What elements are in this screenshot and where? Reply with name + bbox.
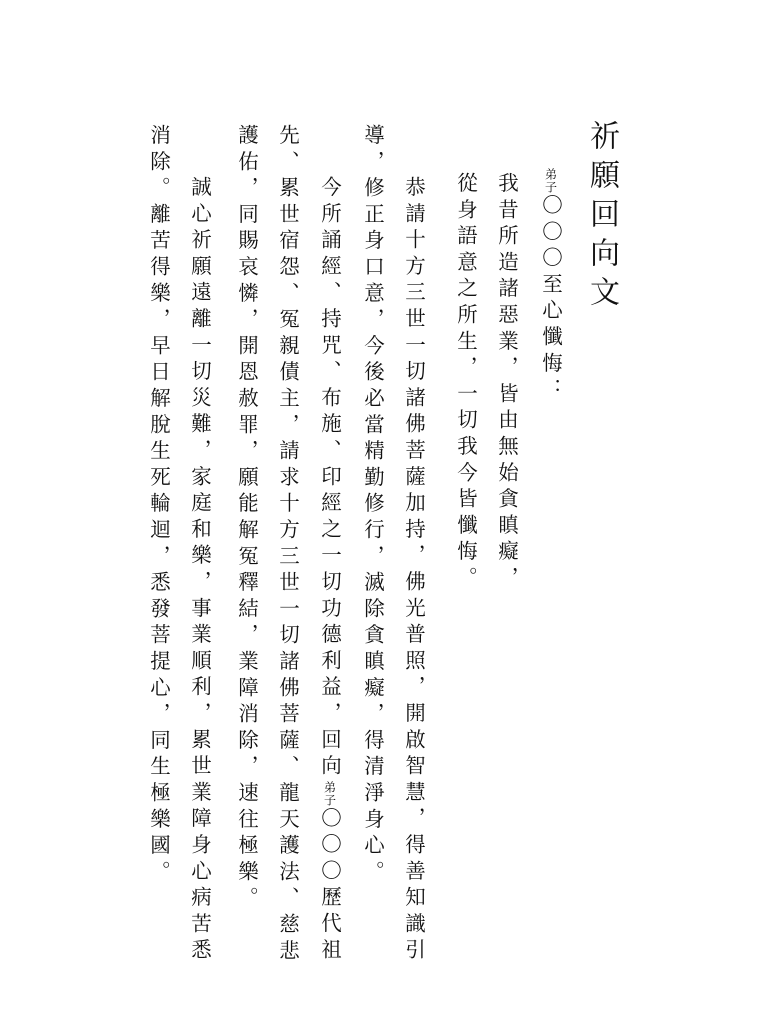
text-column-4 (403, 176, 424, 965)
column-text: 恭請十方三世一切諸佛菩薩加持，佛光普照，開啟智慧，得善知識引 (401, 176, 426, 965)
column-text: 今所誦經、持咒、布施、印經之一切功德利益，回向 (317, 176, 342, 781)
column-text: 我昔所造諸惡業，皆由無始貪瞋癡， (494, 172, 519, 593)
text-column-8 (236, 124, 257, 913)
text-column-10 (148, 124, 169, 887)
column-text: 消除。離苦得樂，早日解脫生死輪迴，悉發菩提心，同生極樂國。 (146, 124, 171, 887)
column-text: 先、累世宿怨、冤親債主，請求十方三世一切諸佛菩薩、龍天護法、慈悲 (275, 124, 300, 966)
text-column-3 (455, 172, 476, 593)
small-disciple-label: 弟子 (322, 780, 337, 807)
column-text: 誠心祈願遠離一切災難，家庭和樂，事業順利，累世業障身心病苦悉 (187, 176, 212, 965)
text-column-5 (362, 124, 383, 887)
text-column-1 (540, 168, 561, 404)
column-text: 〇〇〇至心懺悔： (538, 194, 563, 405)
column-text: 護佑，同賜哀憐，開恩赦罪，願能解冤釋結，業障消除，速往極樂。 (234, 124, 259, 913)
small-disciple-label: 弟子 (543, 168, 558, 194)
page-title: 祈願回向文 (584, 120, 619, 315)
column-text: 從身語意之所生，一切我今皆懺悔。 (453, 172, 478, 593)
text-column-2 (496, 172, 517, 593)
column-text: 導，修正身口意，今後必當精勤修行，滅除貪瞋癡，得清淨身心。 (360, 124, 385, 887)
text-column-9 (189, 176, 210, 965)
text-column-6 (319, 176, 340, 965)
column-text: 〇〇〇歷代祖 (317, 806, 342, 965)
text-column-7 (277, 124, 298, 966)
